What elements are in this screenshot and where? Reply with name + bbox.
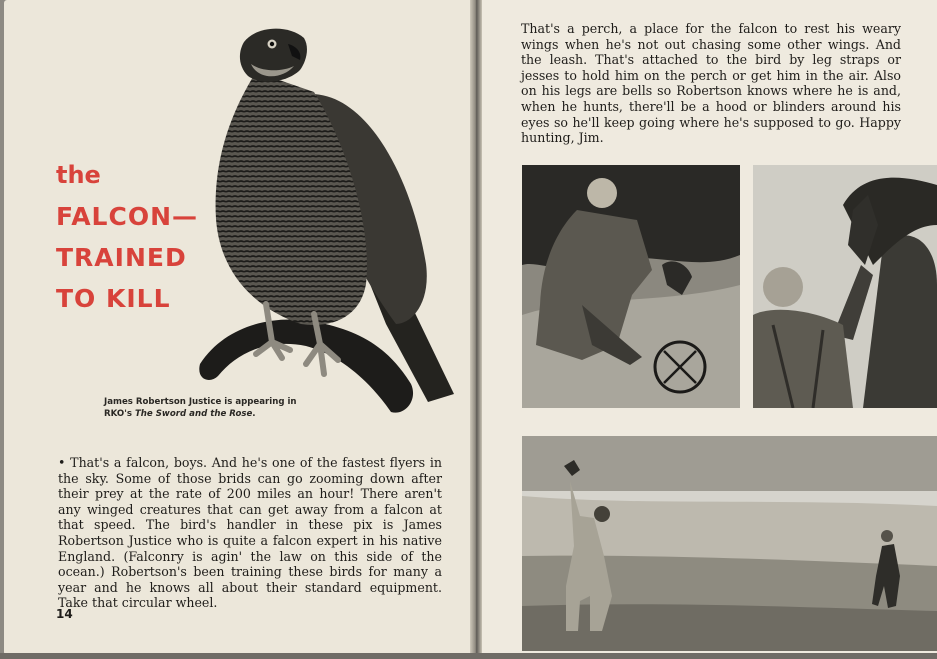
caption-film-title: The Sword and the Rose: [134, 409, 253, 419]
article-body-left: • That's a falcon, boys. And he's one of the fastest flyers in the sky. Some of those brids can go zooming down after their prey at the rate of 200 miles an hour! There aren't any winged creatures that can get away from a falcon at that speed. The bird's handler in these pix is James Robertson Justice who is quite a falcon expert in his native England. (Falconry is agin' the law on this side of the ocean.) Robertson's been training these birds for many a year and he knows all about their standard equipment. Take that circular wheel.: [58, 455, 442, 611]
page-bottom-edge: [0, 653, 937, 659]
article-headline: [56, 155, 198, 319]
page-number: 14: [56, 607, 73, 621]
caption-end: .: [252, 409, 256, 419]
article-body-right: That's a perch, a place for the falcon to rest his weary wings when he's not out chasing some other wings. And the leash. That's attached to the bird by leg straps or jesses to hold him on the perch or get him in the air. Also on his legs are bells so Robertson knows where he is and, when he hunts, there'll be a hood or blinders around his eyes so he'll keep going where he's supposed to go. Happy hunting, Jim.: [521, 21, 901, 146]
headline-line-falcon: FALCON—: [56, 202, 199, 231]
binding-gutter: [470, 0, 482, 659]
headline-line-the: the: [56, 161, 101, 189]
caption-text: James Robertson Justice is appearing in RKO's: [104, 397, 297, 419]
falcon-photo: [196, 24, 462, 426]
headline-line-to-kill: TO KILL: [56, 284, 171, 313]
handler-raising-falcon-photo: [753, 165, 937, 408]
handler-kneeling-photo: [522, 165, 740, 408]
photo-caption: [104, 396, 324, 420]
field-falconry-photo: [522, 436, 937, 651]
headline-line-trained: TRAINED: [56, 243, 187, 272]
